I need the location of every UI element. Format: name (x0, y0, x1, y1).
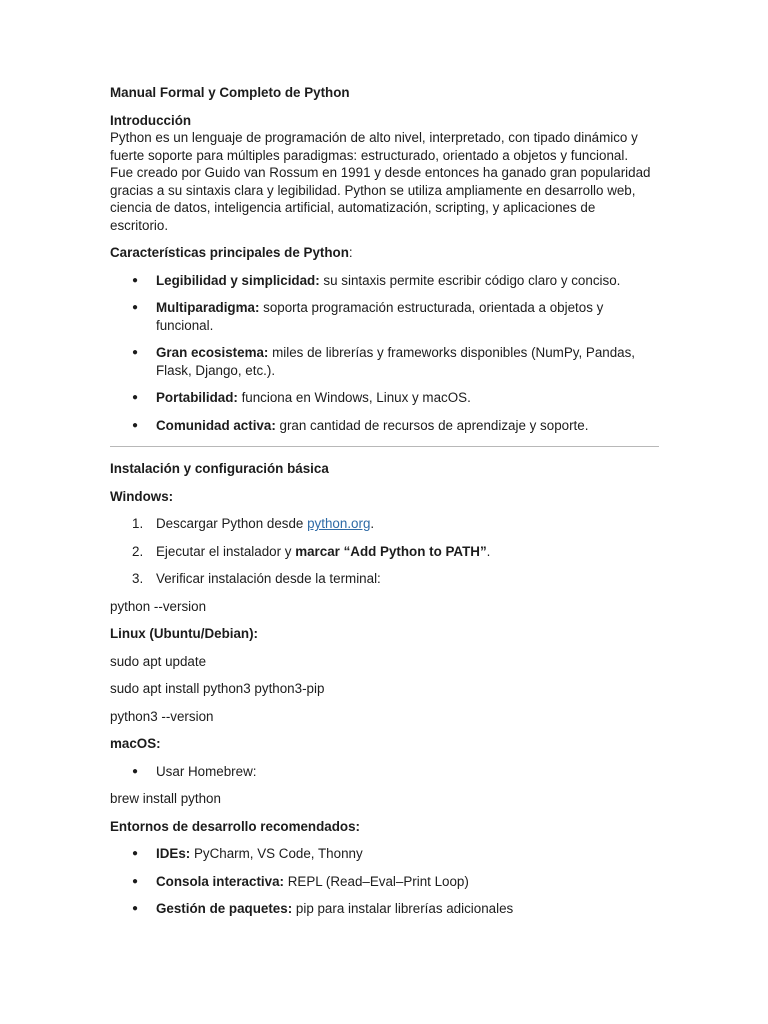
bullet-icon: ● (132, 274, 139, 286)
list-item (110, 272, 662, 290)
environments-list (110, 845, 662, 918)
list-item (110, 845, 662, 863)
environment-label: IDEs: (156, 846, 191, 861)
list-item (110, 900, 662, 918)
bullet-icon: ● (132, 392, 139, 403)
bullet-icon: ● (132, 302, 139, 313)
macos-step-text: Usar Homebrew: (156, 763, 257, 779)
features-heading-colon: : (348, 245, 353, 260)
bullet-icon: ● (132, 419, 139, 431)
list-item (110, 344, 662, 379)
command-line: python3 --version (110, 708, 214, 724)
step-text-end: . (486, 543, 491, 559)
intro-paragraph (110, 129, 662, 234)
environment-label: Gestión de paquetes: (156, 901, 293, 916)
features-list (110, 272, 662, 435)
bullet-icon: ● (132, 875, 139, 887)
intro-line: Fue creado por Guido van Rossum en 1991 y desde entonces ha ganado gran popularidad (110, 165, 651, 180)
step-text-end: . (370, 516, 375, 531)
feature-text-continued: funcional. (156, 317, 214, 333)
list-item (110, 417, 662, 435)
section-divider (110, 446, 659, 447)
feature-label: Portabilidad: (156, 390, 238, 405)
features-heading (110, 244, 662, 262)
intro-line: gracias a su sintaxis clara y legibilidad. Python se utiliza ampliamente en desarrollo web, (110, 182, 636, 198)
feature-label: Gran ecosistema: (156, 345, 269, 360)
feature-text: gran cantidad de recursos de aprendizaje y soporte. (275, 417, 589, 433)
step-number: 3. (132, 571, 144, 586)
step-text: Verificar instalación desde la terminal: (156, 571, 381, 586)
intro-line: ciencia de datos, inteligencia artificial, automatización, scripting, y aplicaciones de (110, 200, 596, 215)
document-title: Manual Formal y Completo de Python (110, 85, 350, 100)
features-heading-text: Características principales de Python (110, 245, 349, 260)
bullet-icon: ● (132, 765, 139, 777)
feature-text-continued: Flask, Django, etc.). (156, 362, 276, 378)
step-text: Descargar Python desde (156, 516, 308, 531)
bullet-icon: ● (132, 903, 139, 914)
document-page (110, 84, 662, 928)
step-number: 1. (132, 516, 144, 531)
bullet-icon: ● (132, 848, 139, 859)
environment-text: PyCharm, VS Code, Thonny (190, 846, 363, 861)
step-number: 2. (132, 543, 144, 559)
intro-line: Python es un lenguaje de programación de alto nivel, interpretado, con tipado dinámico y (110, 130, 638, 145)
feature-label: Comunidad activa: (156, 417, 276, 433)
windows-heading: Windows: (110, 488, 174, 504)
environment-text: pip para instalar librerías adicionales (292, 901, 514, 916)
list-item (110, 543, 662, 561)
step-text: Ejecutar el instalador y (156, 543, 296, 559)
bullet-icon: ● (132, 347, 139, 358)
command-line: sudo apt install python3 python3-pip (110, 681, 325, 696)
list-item (110, 389, 662, 407)
environments-heading: Entornos de desarrollo recomendados: (110, 818, 361, 834)
list-item (110, 570, 662, 588)
list-item (110, 515, 662, 533)
command-line: python --version (110, 598, 207, 614)
command-line: sudo apt update (110, 653, 207, 669)
intro-line: escritorio. (110, 217, 169, 233)
intro-line: fuerte soporte para múltiples paradigmas: estructurado, orientado a objetos y funcional. (110, 147, 629, 163)
install-heading: Instalación y configuración básica (110, 461, 329, 476)
environment-text: REPL (Read–Eval–Print Loop) (284, 873, 469, 889)
intro-heading: Introducción (110, 112, 192, 128)
linux-heading: Linux (Ubuntu/Debian): (110, 626, 259, 641)
macos-heading: macOS: (110, 736, 161, 751)
windows-steps (110, 515, 662, 588)
feature-text: funciona en Windows, Linux y macOS. (237, 390, 471, 405)
feature-label: Legibilidad y simplicidad: (156, 272, 320, 288)
feature-label: Multiparadigma: (156, 300, 260, 315)
feature-text: su sintaxis permite escribir código claro y conciso. (319, 272, 621, 288)
feature-text: miles de librerías y frameworks disponibles (NumPy, Pandas, (268, 345, 636, 360)
step-emphasis: marcar “Add Python to PATH” (295, 543, 487, 559)
list-item (110, 299, 662, 334)
list-item (110, 763, 662, 781)
list-item (110, 873, 662, 891)
environment-label: Consola interactiva: (156, 873, 284, 889)
python-org-link[interactable]: python.org (307, 516, 371, 531)
feature-text: soporta programación estructurada, orientada a objetos y (259, 300, 604, 315)
command-line: brew install python (110, 791, 221, 806)
macos-list (110, 763, 662, 781)
